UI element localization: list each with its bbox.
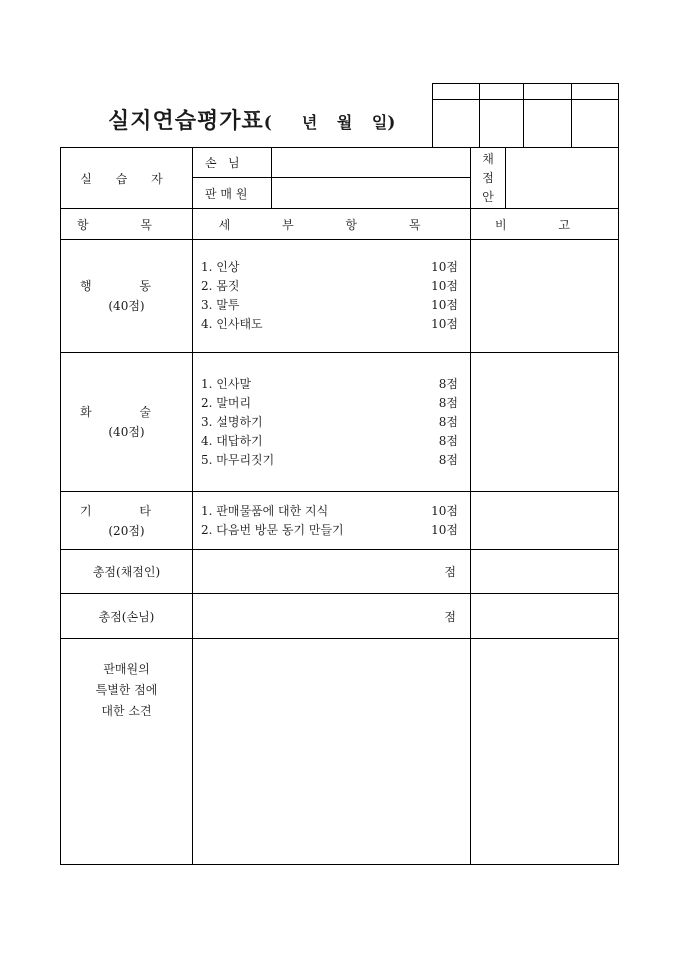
- detail-item-points: 10점: [431, 522, 458, 537]
- total-customer-label: 총점(손님): [61, 594, 193, 639]
- section-note-field[interactable]: [471, 240, 619, 353]
- section-note-field[interactable]: [471, 492, 619, 550]
- detail-item-points: 10점: [431, 279, 458, 293]
- column-header-item: 항 목: [61, 209, 193, 240]
- total-scorer-label: 총점(채점인): [61, 550, 193, 594]
- detail-item-points: 10점: [431, 260, 458, 274]
- column-header-detail: 세 부 항 목: [193, 209, 471, 240]
- detail-item-label: 3. 말투: [201, 298, 240, 312]
- detail-item-label: 2. 말머리: [201, 395, 252, 410]
- detail-item: [201, 315, 458, 334]
- section-category-name: 행 동: [80, 279, 173, 293]
- section-note-field[interactable]: [471, 353, 619, 492]
- detail-item-label: 1. 판매물품에 대한 지식: [201, 503, 329, 518]
- approval-header-cell: [524, 84, 572, 100]
- detail-item-label: 5. 마무리짓기: [201, 452, 275, 467]
- total-customer-note[interactable]: [471, 594, 619, 639]
- detail-item-points: 10점: [431, 298, 458, 312]
- detail-item-points: 10점: [431, 503, 458, 518]
- section-detail-items: [193, 353, 471, 492]
- section-category: [61, 492, 193, 550]
- approval-header-cell: [480, 84, 524, 100]
- detail-item-points: 8점: [438, 414, 458, 429]
- section-category-name: 기 타: [80, 503, 173, 518]
- column-header-note: 비 고: [471, 209, 619, 240]
- total-customer-unit: 점: [444, 609, 456, 624]
- detail-item-points: 8점: [438, 376, 458, 391]
- section-category-points: (40점): [108, 299, 145, 313]
- total-scorer-note[interactable]: [471, 550, 619, 594]
- detail-item: [201, 296, 458, 315]
- total-scorer-unit: 점: [444, 565, 456, 579]
- scorer-name-field[interactable]: [506, 148, 619, 209]
- customer-label: [193, 148, 272, 178]
- section-category-points: (20점): [108, 523, 145, 538]
- detail-item-label: 4. 대답하기: [201, 433, 263, 448]
- detail-item: [201, 394, 458, 413]
- approval-signature-cell[interactable]: [480, 100, 524, 148]
- detail-item-label: 1. 인사말: [201, 376, 252, 391]
- detail-item: [201, 502, 458, 521]
- remarks-label-line: 판매원의: [103, 662, 150, 676]
- remarks-label: [61, 639, 193, 865]
- remarks-note-field[interactable]: [471, 639, 619, 865]
- total-scorer-field[interactable]: [193, 550, 471, 594]
- customer-name-field[interactable]: [272, 148, 471, 178]
- detail-item-label: 4. 인사태도: [201, 317, 263, 331]
- remarks-label-line: 대한 소견: [101, 704, 152, 718]
- approval-signature-cell[interactable]: [433, 100, 480, 148]
- detail-item-points: 8점: [438, 433, 458, 448]
- detail-item-points: 8점: [438, 452, 458, 467]
- trainee-label: 실 습 자: [61, 148, 193, 209]
- form-title-main: 실지연습평가표: [108, 108, 264, 134]
- detail-item: [201, 258, 458, 277]
- total-customer-field[interactable]: [193, 594, 471, 639]
- scorer-char: 채: [482, 151, 494, 166]
- section-category: [61, 353, 193, 492]
- scorer-char: 점: [482, 170, 494, 185]
- detail-item-label: 1. 인상: [201, 260, 240, 274]
- customer-label-text: 손 님: [205, 156, 240, 170]
- detail-item-label: 3. 설명하기: [201, 414, 263, 429]
- section-detail-items: [193, 492, 471, 550]
- section-category-name: 화 술: [80, 405, 173, 419]
- form-title: [108, 104, 395, 132]
- detail-item: [201, 521, 458, 540]
- evaluation-form-table: [60, 147, 619, 865]
- detail-item-points: 8점: [438, 395, 458, 410]
- detail-item-label: 2. 다음번 방문 동기 만들기: [201, 522, 344, 537]
- approval-signature-cell[interactable]: [524, 100, 572, 148]
- section-detail-items: [193, 240, 471, 353]
- remarks-field[interactable]: [193, 639, 471, 865]
- form-title-date: 년 월 일: [301, 113, 388, 132]
- form-title-open-paren: (: [263, 113, 272, 133]
- scorer-char: 안: [482, 189, 494, 204]
- approval-header-cell: [572, 84, 619, 100]
- detail-item: [201, 277, 458, 296]
- approval-signature-grid: [432, 83, 619, 148]
- form-title-close-paren: ): [387, 113, 396, 133]
- detail-item: [201, 451, 458, 470]
- salesperson-name-field[interactable]: [272, 178, 471, 209]
- salesperson-label: 판 매 원: [193, 178, 272, 209]
- section-category: [61, 240, 193, 353]
- detail-item-points: 10점: [431, 317, 458, 331]
- detail-item: [201, 413, 458, 432]
- approval-signature-cell[interactable]: [572, 100, 619, 148]
- approval-header-cell: [433, 84, 480, 100]
- remarks-label-line: 특별한 점에: [95, 683, 158, 697]
- detail-item: [201, 432, 458, 451]
- detail-item: [201, 375, 458, 394]
- detail-item-label: 2. 몸짓: [201, 279, 240, 293]
- section-category-points: (40점): [108, 425, 145, 439]
- scorer-label: [471, 148, 506, 209]
